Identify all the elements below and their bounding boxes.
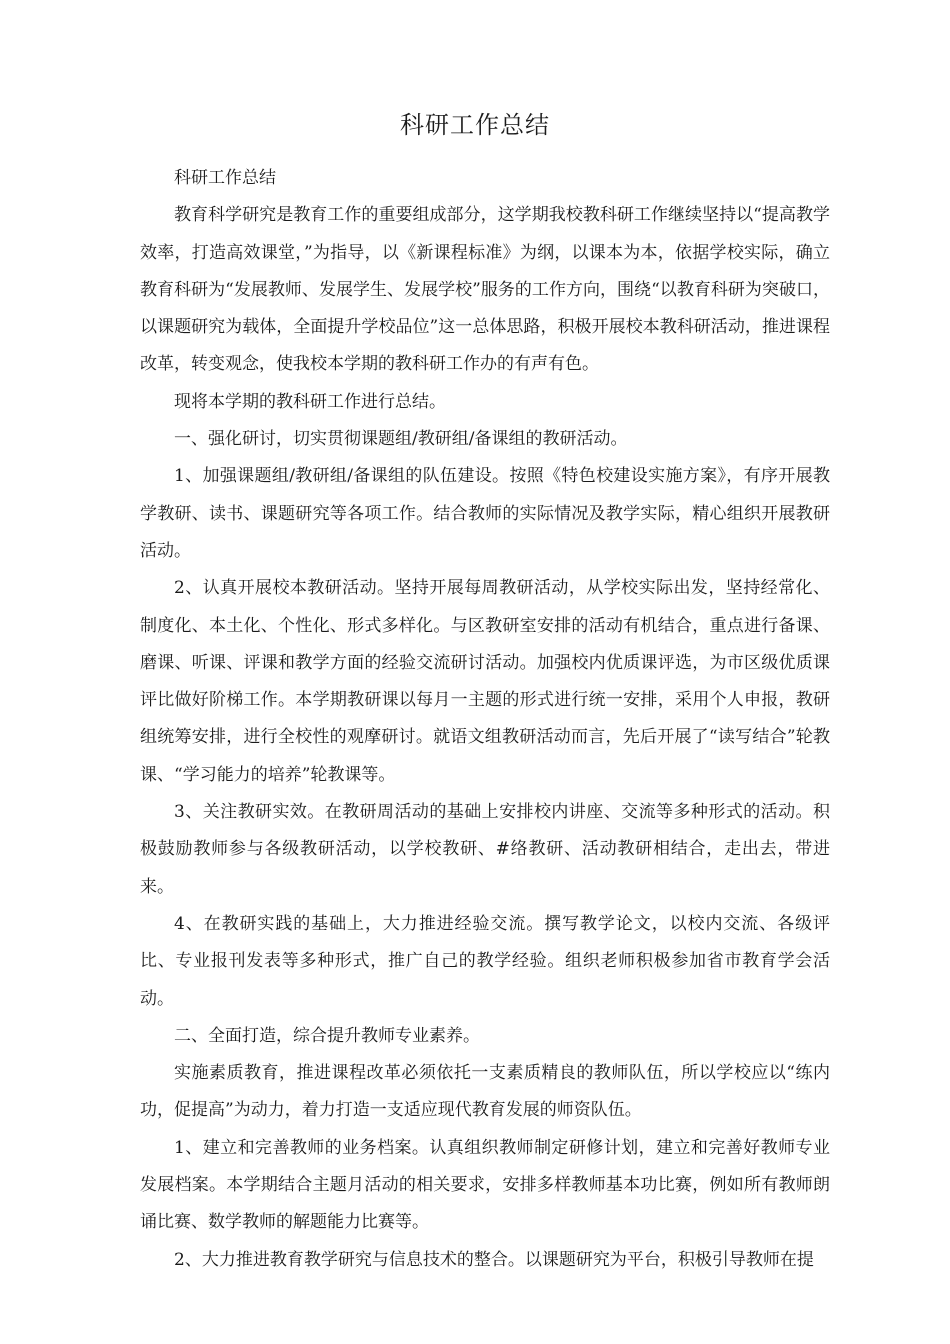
section-1-item-3: 3、关注教研实效。在教研周活动的基础上安排校内讲座、交流等多种形式的活动。积极鼓励教师参与各级教研活动，以学校教研、#络教研、活动教研相结合，走出去，带进来。 — [140, 802, 830, 897]
section-heading-1: 一、强化研讨，切实贯彻课题组/教研组/备课组的教研活动。 — [174, 429, 628, 450]
summary-lead-paragraph: 现将本学期的教科研工作进行总结。 — [174, 391, 446, 412]
section-2-item-1: 1、建立和完善教师的业务档案。认真组织教师制定研修计划，建立和完善好教师专业发展档案。本学期结合主题月活动的相关要求，安排多样教师基本功比赛，例如所有教师朗诵比赛、数学教师的解题能力比赛等。 — [140, 1137, 830, 1233]
section-1-item-4: 4、在教研实践的基础上，大力推进经验交流。撰写教学论文，以校内交流、各级评比、专业报刊发表等多种形式，推广自己的教学经验。组织老师积极参加省市教育学会活动。 — [140, 913, 830, 1009]
section-1-item-2: 2、认真开展校本教研活动。坚持开展每周教研活动，从学校实际出发，坚持经常化、制度化、本土化、个性化、形式多样化。与区教研室安排的活动有机结合，重点进行备课、磨课、听课、评课和教学方面的经验交流研讨活动。加强校内优质课评选，为市区级优质课评比做好阶梯工作。本学期教研课以每月一主题的形式进行统一安排，采用个人申报，教研组统筹安排，进行全校性的观摩研讨。就语文组教研活动而言，先后开展了“读写结合”轮教课、“学习能力的培养”轮教课等。 — [140, 578, 830, 785]
section-2-intro: 实施素质教育，推进课程改革必须依托一支素质精良的教师队伍，所以学校应以“练内功，促提高”为动力，着力打造一支适应现代教育发展的师资队伍。 — [140, 1063, 830, 1121]
section-heading-2: 二、全面打造，综合提升教师专业素养。 — [174, 1025, 480, 1046]
page-title: 科研工作总结 — [400, 111, 550, 139]
section-1-item-1: 1、加强课题组/教研组/备课组的队伍建设。按照《特色校建设实施方案》，有序开展教学教研、读书、课题研究等各项工作。结合教师的实际情况及教学实际，精心组织开展教研活动。 — [140, 466, 830, 561]
subtitle-paragraph: 科研工作总结 — [174, 168, 276, 188]
document-body — [140, 160, 830, 1279]
section-2-item-2: 2、大力推进教育教学研究与信息技术的整合。以课题研究为平台，积极引导教师在提 — [174, 1249, 814, 1270]
intro-paragraph: 教育科学研究是教育工作的重要组成部分，这学期我校教科研工作继续坚持以“提高教学效率，打造高效课堂，”为指导，以《新课程标准》为纲，以课本为本，依据学校实际，确立教育科研为“发展教师、发展学生、发展学校”服务的工作方向，围绕“以教育科研为突破口，以课题研究为载体，全面提升学校品位”这一总体思路，积极开展校本教科研活动，推进课程改革，转变观念，使我校本学期的教科研工作办的有声有色。 — [140, 205, 830, 375]
